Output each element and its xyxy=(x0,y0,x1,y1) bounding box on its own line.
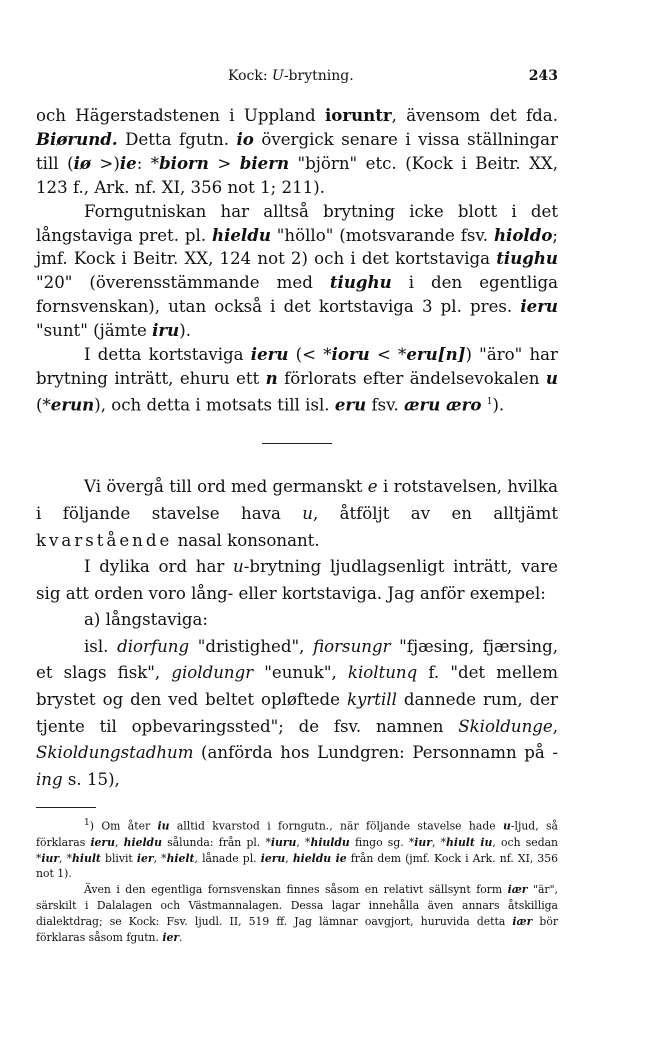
running-title: Kock: U-brytning. xyxy=(228,68,354,84)
footnote-ref: 1 xyxy=(486,396,493,407)
paragraph-continued: och Hägerstadstenen i Uppland ioruntr, ävensom det fda. Biørund. Detta fgutn. io övergick senare i vissa ställningar till (iø >)ie: *biorn > biern "björn" etc. (Kock i Beitr. XX, 123 f., Ark. nf. XI, 356 not 1; 211). xyxy=(36,105,559,197)
paragraph-isl-examples: isl. diorfung "dristighed", fiorsungr "fjæsing, fjærsing, et slags fisk", gioldungr "eunuk", kioltunq f. "det mellem brystet og den ved beltet opløftede kyrtill dannede rum, der tjente til opbevaringssted"; de fsv. namnen Skioldunge, Skioldungstadhum (anförda hos Lundgren: Personnamn på -ing s. 15), xyxy=(36,636,558,789)
section-divider xyxy=(262,443,332,444)
section-two xyxy=(36,474,558,793)
paragraph-i-dylika: I dylika ord har u-brytning ljudlagsenligt inträtt, vare sig att orden voro lång- eller kortstaviga. Jag anför exempel: xyxy=(36,557,558,603)
list-heading-langstaviga: a) långstaviga: xyxy=(84,610,209,630)
paragraph-forngutniskan: Forngutniskan har alltså brytning icke blott i det långstaviga pret. pl. hieldu "höllo" (motsvarande fsv. hioldo; jmf. Kock i Beitr. XX, 124 not 2) och i det kortstaviga tiughu "20" (överensstämmande med tiughu i den egentliga fornsvenskan), utan också i det kortstaviga 3 pl. pres. ieru "sunt" (jämte iru). xyxy=(36,201,558,341)
footnote-rule xyxy=(36,807,96,808)
paragraph-vi-overga: Vi övergå till ord med germanskt e i rotstavelsen, hvilka i följande stavelse hava u, åtföljt av en alltjämt kvarstående nasal konsonant. xyxy=(36,477,558,550)
main-text xyxy=(36,104,558,417)
paragraph-i-detta: I detta kortstaviga ieru (< *ioru < *eru[n]) "äro" har brytning inträtt, ehuru ett n förlorats efter ändelsevokalen u (*erun), och detta i motsats till isl. eru fsv. æru æro $^1$). xyxy=(36,344,558,415)
footnote-1: $^1$) Om åter iu alltid kvarstod i forngutn., när följande stavelse hade u-ljud, så förklaras ieru, hieldu sålunda: från pl. *iuru, *hiuldu fingo sg. *iur, *hiult iu, och sedan *iur, *hiult blivit ier, *hielt, lånade pl. ieru, hieldu ie från dem (jmf. Kock i Ark. nf. XI, 356 not 1). xyxy=(36,818,559,881)
running-header xyxy=(36,66,558,90)
footnote-1-continued: Även i den egentliga fornsvenskan finnes såsom en relativt sällsynt form iær "är", särskilt i Dalalagen och Västmannalagen. Dessa lagar innehålla även annars åtskilliga dialektdrag; se Kock: Fsv. ljudl. II, 519 ff. Jag lämnar oavgjort, huruvida detta iær bör förklaras såsom fgutn. ier. xyxy=(36,883,558,944)
document-page xyxy=(36,66,558,945)
page-number: 243 xyxy=(528,68,558,84)
footnotes xyxy=(36,816,558,945)
